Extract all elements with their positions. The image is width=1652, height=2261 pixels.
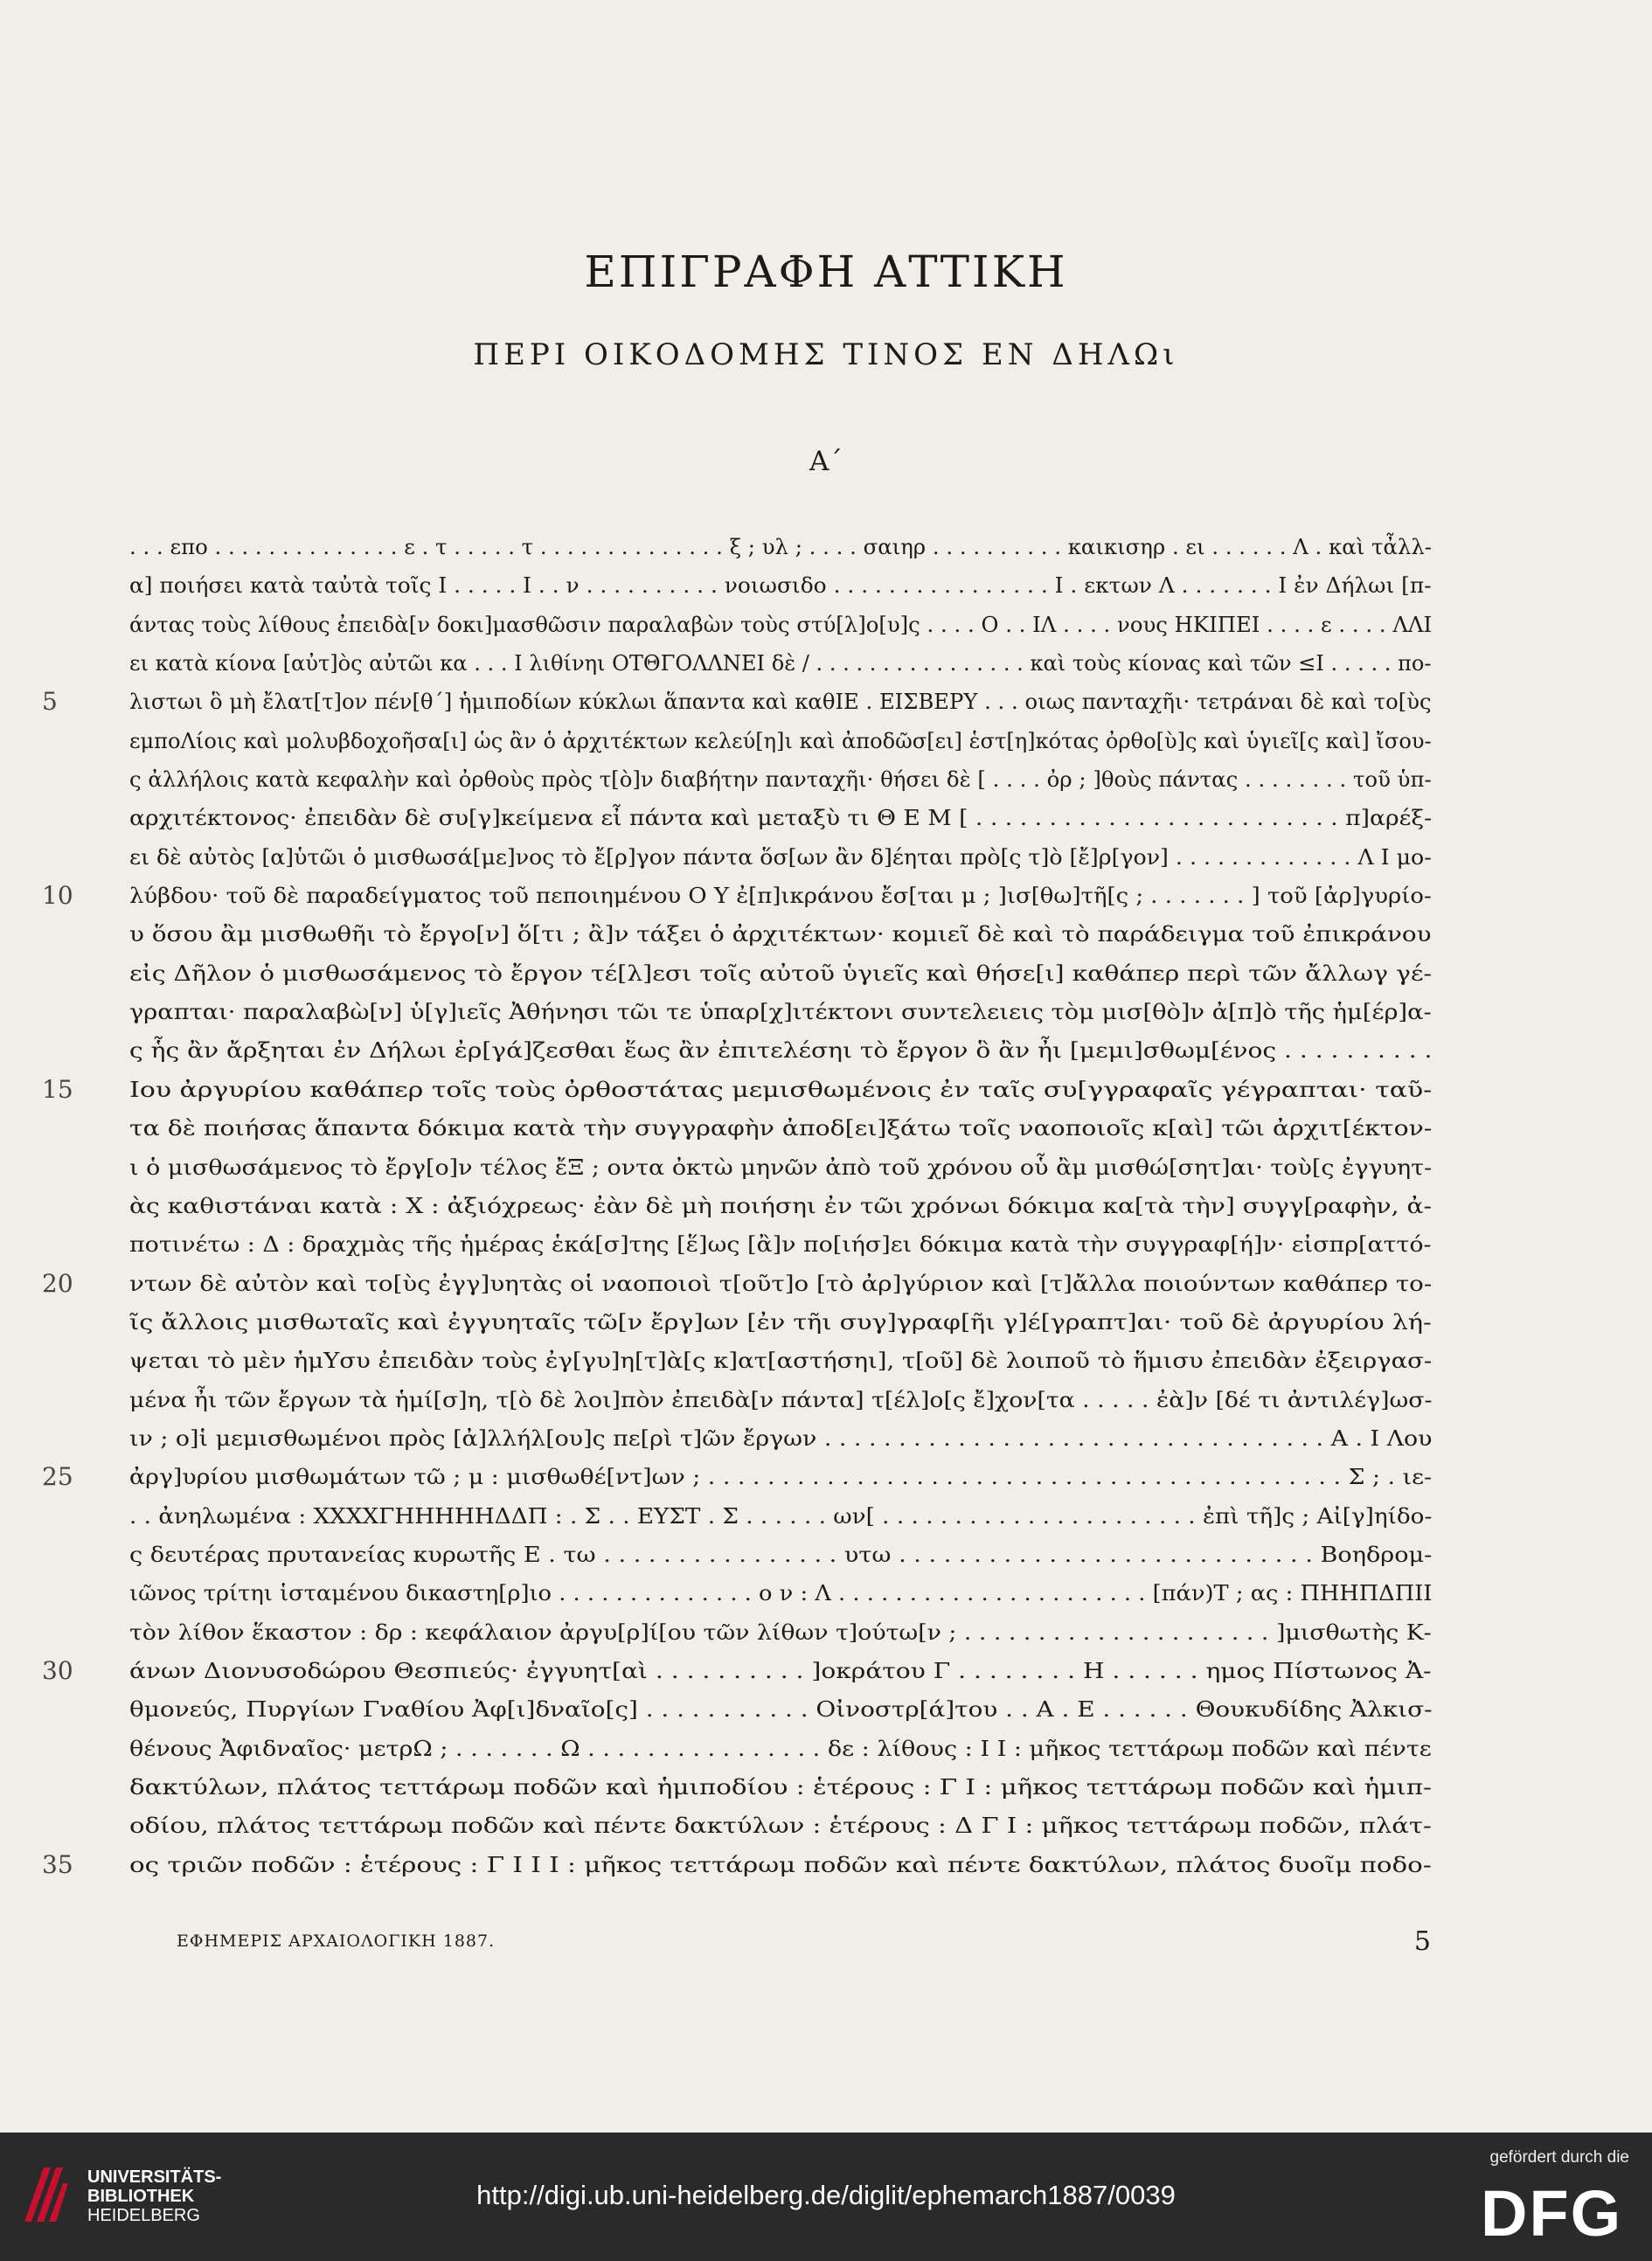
journal-title: ΕΦΗΜΕΡΙΣ ΑΡΧΑΙΟΛΟΓΙΚΗ 1887. bbox=[177, 1932, 496, 1951]
text-line bbox=[129, 1342, 1432, 1380]
line-text: ει δὲ αὐτὸς [α]ὑτῶι ὁ μισθωσά[με]νος τὸ ἔ[ρ]γον πάντα ὅσ[ων ἂν δ]έηται πρὸ[ς τ]ὸ [ἔ]ρ[γον] . . . . . . . . . . . . . Λ Ι μο- bbox=[129, 843, 1432, 870]
line-number: 15 bbox=[42, 1074, 73, 1104]
text-line bbox=[42, 1652, 1432, 1690]
text-line bbox=[129, 1419, 1432, 1458]
line-number: 10 bbox=[42, 881, 73, 911]
line-text: λύβδου· τοῦ δὲ παραδείγματος τοῦ πεποιημένου Ο Υ ἐ[π]ικράνου ἔσ[ται μ ; ]ισ[θω]τῆ[ς ; . . . . . . . ] τοῦ [ἀρ]γυρίο- bbox=[129, 883, 1432, 909]
text-line bbox=[129, 1807, 1432, 1845]
line-text: υ ὅσου ἂμ μισθωθῆι τὸ ἔργο[ν] ὅ[τι ; ἂ]ν τάξει ὁ ἀρχιτέκτων· κομιεῖ δὲ καὶ τὸ παράδειγμα τοῦ ἐπικράνου bbox=[129, 921, 1432, 947]
inscription-text bbox=[42, 528, 1433, 1884]
text-line bbox=[129, 1303, 1432, 1342]
text-line bbox=[129, 954, 1432, 993]
text-line bbox=[42, 877, 1432, 915]
permalink bbox=[0, 2180, 1652, 2211]
text-line bbox=[129, 760, 1432, 799]
text-line bbox=[129, 1381, 1432, 1419]
line-number: 35 bbox=[42, 1849, 73, 1879]
line-text: άντας τοὺς λίθους ἐπειδὰ[ν δοκι]μασθῶσιν παραλαβὼν τοὺς στύ[λ]ο[υ]ς . . . . Ο . . ΙΛ . . . . νους ΗΚΙΠΕΙ . . . . ε . . . . ΛΛΙ bbox=[129, 611, 1433, 637]
line-number: 25 bbox=[42, 1462, 73, 1492]
viewer-footer bbox=[0, 2133, 1652, 2261]
text-line bbox=[129, 799, 1432, 837]
inscription-title: ΕΠΙΓΡΑΦΗ ΑΤΤΙΚΗ bbox=[584, 246, 1068, 297]
line-text: λιστωι ὃ μὴ ἔλατ[τ]ον πέν[θ΄] ἡμιποδίων κύκλωι ἅπαντα καὶ καθΙΕ . ΕΙΣΒΕΡΥ . . . οιως πανταχῆι· τετράναι δὲ καὶ το[ὺς bbox=[129, 689, 1432, 715]
line-text: ῖς ἄλλοις μισθωταῖς καὶ ἐγγυηταῖς τῶ[ν ἔργ]ων [ἐν τῆι συγ]γραφ[ῆι γ]έ[γραπτ]αι· τοῦ δὲ ἀργυρίου λή- bbox=[129, 1308, 1432, 1335]
text-line bbox=[129, 528, 1432, 566]
line-text: θμονεύς, Πυργίων Γναθίου Ἀφ[ι]δναῖο[ς] . . . . . . . . . . . Οἰνοστρ[ά]του . . Α . Ε . . . . . . Θουκυδίδης Ἀλκισ- bbox=[129, 1696, 1433, 1723]
line-text: ποτινέτω : Δ : δραχμὰς τῆς ἡμέρας ἑκά[σ]της [ἕ]ως [ἂ]ν πο[ιήσ]ει δόκιμα κατὰ τὴν συγγραφ[ή]ν· εἰσπρ[αττό- bbox=[129, 1231, 1432, 1258]
text-line bbox=[42, 1846, 1432, 1884]
text-line bbox=[42, 1071, 1433, 1109]
line-text: γραπται· παραλαβὼ[ν] ὑ[γ]ιεῖς Ἀθήνησι τῶι τε ὑπαρ[χ]ιτέκτονι συντελειεις τὸμ μισ[θὸ]ν ἀ[π]ὸ τῆς ἡμ[έρ]α- bbox=[129, 999, 1432, 1025]
text-line bbox=[42, 1458, 1433, 1496]
line-text: ψεται τὸ μὲν ἡμΥσυ ἐπειδὰν τοὺς ἐγ[γυ]η[τ]ὰ[ς κ]ατ[αστήσηι], τ[οῦ] δὲ λοιποῦ τὸ ἥμισυ ἐπειδὰν ἐξειργασ- bbox=[129, 1348, 1433, 1374]
library-name-line2: BIBLIOTHEK bbox=[87, 2187, 195, 2206]
text-line bbox=[129, 1225, 1432, 1264]
line-text: Ιου ἀργυρίου καθάπερ τοῖς τοὺς ὀρθοστάτας μεμισθωμένοις ἐν ταῖς συ[γγραφαῖς γέγραπται· ταῦ- bbox=[129, 1076, 1433, 1102]
line-text: . . ἀνηλωμένα : ΧΧΧΧΓΗΗΗΗΗΔΔΠ : . Σ . . ΕΥΣΤ . Σ . . . . . . ων[ . . . . . . . . . . . . . . . . . . . . . . ἐπὶ τῆ]ς ; Αἰ[γ]ηίδο- bbox=[129, 1502, 1433, 1529]
text-line bbox=[129, 1148, 1432, 1187]
line-text: ιν ; ο]ἱ μεμισθωμένοι πρὸς [ἀ]λλήλ[ου]ς πε[ρὶ τ]ῶν ἔργων . . . . . . . . . . . . . . . . . . . . . . . . . . . . . . . . . . Α . Ι Λου bbox=[129, 1425, 1433, 1451]
line-text: εμποΛίοις καὶ μολυβδοχοῆσα[ι] ὡς ἂν ὁ ἀρχιτέκτων κελεύ[η]ι καὶ ἀποδῶσ[ει] ἑστ[η]κότας ὀρθο[ὺ]ς καὶ ὑγιεῖ[ς καὶ] ἴσου- bbox=[129, 727, 1432, 753]
line-number: 5 bbox=[42, 687, 58, 717]
library-name-line1: UNIVERSITÄTS- bbox=[87, 2167, 222, 2187]
line-text: άνων Διονυσοδώρου Θεσπιεύς· ἐγγυητ[αὶ . . . . . . . . . . ]οκράτου Γ . . . . . . . . Η . . . . . . ημος Πίστωνος Ἀ- bbox=[129, 1657, 1432, 1683]
line-text: δακτύλων, πλάτος τεττάρωμ ποδῶν καὶ ἡμιποδίου : ἑτέρους : Γ Ι : μῆκος τεττάρωμ ποδῶν καὶ ἡμιπ- bbox=[129, 1774, 1432, 1800]
text-line bbox=[129, 1574, 1432, 1613]
line-text: θένους Ἀφιδναῖος· μετρΩ ; . . . . . . . Ω . . . . . . . . . . . . . . . . δε : λίθους : Ι Ι : μῆκος τεττάρωμ ποδῶν καὶ πέντε bbox=[129, 1735, 1432, 1761]
text-line bbox=[129, 1187, 1432, 1225]
line-text: ἀργ]υρίου μισθωμάτων τῶ ; μ : μισθωθέ[ντ]ων ; . . . . . . . . . . . . . . . . . . . . . . . . . . . . . . . . . . . . . . . . . . . Σ ; . ιε- bbox=[129, 1464, 1433, 1490]
line-text: εἰς Δῆλον ὁ μισθωσάμενος τὸ ἔργον τέ[λ]εσι τοῖς αὐτοῦ ὑγιεῖς καὶ θήσε[ι] καθάπερ περὶ τῶν ἄλλωγ γέ- bbox=[129, 960, 1433, 986]
line-text: ι ὁ μισθωσάμενος τὸ ἔργ[ο]ν τέλος ἔΞ ; οντα ὀκτὼ μηνῶν ἀπὸ τοῦ χρόνου οὗ ἂμ μισθώ[σητ]αι· τοὺ[ς ἐγγυητ- bbox=[129, 1154, 1433, 1180]
text-line bbox=[129, 1730, 1432, 1768]
line-text: ος τριῶν ποδῶν : ἑτέρους : Γ Ι Ι Ι : μῆκος τεττάρωμ ποδῶν καὶ πέντε δακτύλων, πλάτος δυοῖμ ποδο- bbox=[129, 1851, 1432, 1877]
permalink-link[interactable]: http://digi.ub.uni-heidelberg.de/diglit/ephemarch1887/0039 bbox=[476, 2180, 1176, 2210]
text-line bbox=[129, 1031, 1432, 1070]
line-text: αρχιτέκτονος· ἐπειδὰν δὲ συ[γ]κείμενα εἶ πάντα καὶ μεταξὺ τι Θ Ε Μ [ . . . . . . . . . . . . . . . . . . . . . . . . . π]αρέξ- bbox=[129, 805, 1433, 831]
line-text: οδίου, πλάτος τεττάρωμ ποδῶν καὶ πέντε δακτύλων : ἑτέρους : Δ Γ Ι : μῆκος τεττάρωμ ποδῶν, πλάτ- bbox=[129, 1813, 1432, 1839]
section-marker: Α΄ bbox=[809, 446, 843, 477]
text-line bbox=[129, 1536, 1432, 1574]
inscription-subtitle: ΠΕΡΙ ΟΙΚΟΔΟΜΗΣ ΤΙΝΟΣ ΕΝ ΔΗΛΩι bbox=[473, 337, 1179, 372]
text-line bbox=[129, 644, 1432, 683]
line-text: ὰς καθιστάναι κατὰ : Χ : ἀξιόχρεως· ἐὰν δὲ μὴ ποιήσηι ἐν τῶι χρόνωι δόκιμα κα[τὰ τὴν] συγγ[ραφὴν, ἀ- bbox=[129, 1192, 1432, 1218]
dfg-logo-icon[interactable] bbox=[1481, 2177, 1629, 2250]
dfg-logo-text: DFG bbox=[1481, 2177, 1623, 2250]
text-line bbox=[129, 1613, 1432, 1652]
text-line bbox=[129, 915, 1432, 954]
line-text: . . . επο . . . . . . . . . . . . . . ε . τ . . . . . τ . . . . . . . . . . . . . . ξ ; υλ ; . . . . σαιηρ . . . . . . . . . . καικισηρ . ει . . . . . . Λ . καὶ τἆλλ- bbox=[129, 534, 1433, 559]
line-text: α] ποιήσει κατὰ ταὐτὰ τοῖς Ι . . . . . Ι . . ν . . . . . . . . . . νοιωσιδο . . . . . . . . . . . . . . . . Ι . εκτων Λ . . . . . . . Ι ἐν Δήλωι [π- bbox=[129, 572, 1432, 599]
line-text: ς δευτέρας πρυτανείας κυρωτῆς Ε . τω . . . . . . . . . . . . . . . . υτω . . . . . . . . . . . . . . . . . . . . . . . . . . . . Βοηδρομ- bbox=[129, 1541, 1433, 1567]
line-text: ς ἧς ἂν ἄρξηται ἐν Δήλωι ἐρ[γά]ζεσθαι ἕως ἂν ἐπιτελέσηι τὸ ἔργον ὃ ἂν ἦι [μεμι]σθωμ[ένος . . . . . . . . . . bbox=[129, 1037, 1433, 1064]
line-text: ντων δὲ αὐτὸν καὶ το[ὺς ἐγγ]υητὰς οἱ ναοποιοὶ τ[οῦτ]ο [τὸ ἀρ]γύριον καὶ [τ]ἄλλα ποιούντων καθάπερ το- bbox=[129, 1270, 1433, 1296]
line-text: ιῶνος τρίτηι ἱσταμένου δικαστη[ρ]ιο . . . . . . . . . . . . . . ο ν : Λ . . . . . . . . . . . . . . . . . . . . . . [πάν)Τ ; ας : ΠΗΗΠΔΠΙΙ bbox=[129, 1580, 1433, 1606]
line-number: 30 bbox=[42, 1655, 73, 1685]
line-text: μένα ἦι τῶν ἔργων τὰ ἡμί[σ]η, τ[ὸ δὲ λοι]πὸν ἐπειδὰ[ν πάντα] τ[έλ]ο[ς ἔ]χον[τα . . . . . ἐὰ]ν [δέ τι ἀντιλέγ]ωσ- bbox=[129, 1386, 1433, 1412]
text-line bbox=[129, 993, 1432, 1031]
text-line bbox=[129, 606, 1432, 644]
text-line bbox=[129, 722, 1432, 760]
text-line bbox=[129, 838, 1432, 877]
text-line bbox=[129, 1497, 1432, 1536]
text-line bbox=[129, 1768, 1432, 1807]
line-number: 20 bbox=[42, 1268, 73, 1298]
line-text: τα δὲ ποιήσας ἅπαντα δόκιμα κατὰ τὴν συγγραφὴν ἀποδ[ει]ξάτω τοῖς ναοποιοῖς κ[αὶ] τῶι ἀρχιτ[έκτον- bbox=[129, 1115, 1433, 1141]
text-line bbox=[129, 566, 1432, 605]
line-text: ς ἀλλήλοις κατὰ κεφαλὴν καὶ ὀρθοὺς πρὸς τ[ὸ]ν διαβήτην πανταχῆι· θήσει δὲ [ . . . . ὀρ ; ]θοὺς πάντας . . . . . . . . τοῦ ὑπ- bbox=[129, 766, 1432, 793]
text-line bbox=[129, 1690, 1432, 1729]
text-line bbox=[129, 1109, 1432, 1148]
text-line bbox=[42, 683, 1432, 721]
text-line bbox=[42, 1265, 1433, 1303]
funded-by-label: gefördert durch die bbox=[1489, 2148, 1629, 2167]
line-text: τὸν λίθον ἕκαστον : δρ : κεφάλαιον ἀργυ[ρ]ί[ου τῶν λίθων τ]ούτω[ν ; . . . . . . . . . . . . . . . . . . . . . ]μισθωτὴς Κ- bbox=[129, 1619, 1432, 1645]
page-number: 5 bbox=[1413, 1926, 1432, 1957]
library-name-line3: HEIDELBERG bbox=[87, 2206, 200, 2225]
line-text: ει κατὰ κίονα [αὐτ]ὸς αὐτῶι κα . . . Ι λιθίνηι ΟΤΘΓΟΛΛΝΕΙ δὲ / . . . . . . . . . . . . . . . . καὶ τοὺς κίονας καὶ τῶν ≤Ι . . . . . πο- bbox=[129, 650, 1432, 676]
